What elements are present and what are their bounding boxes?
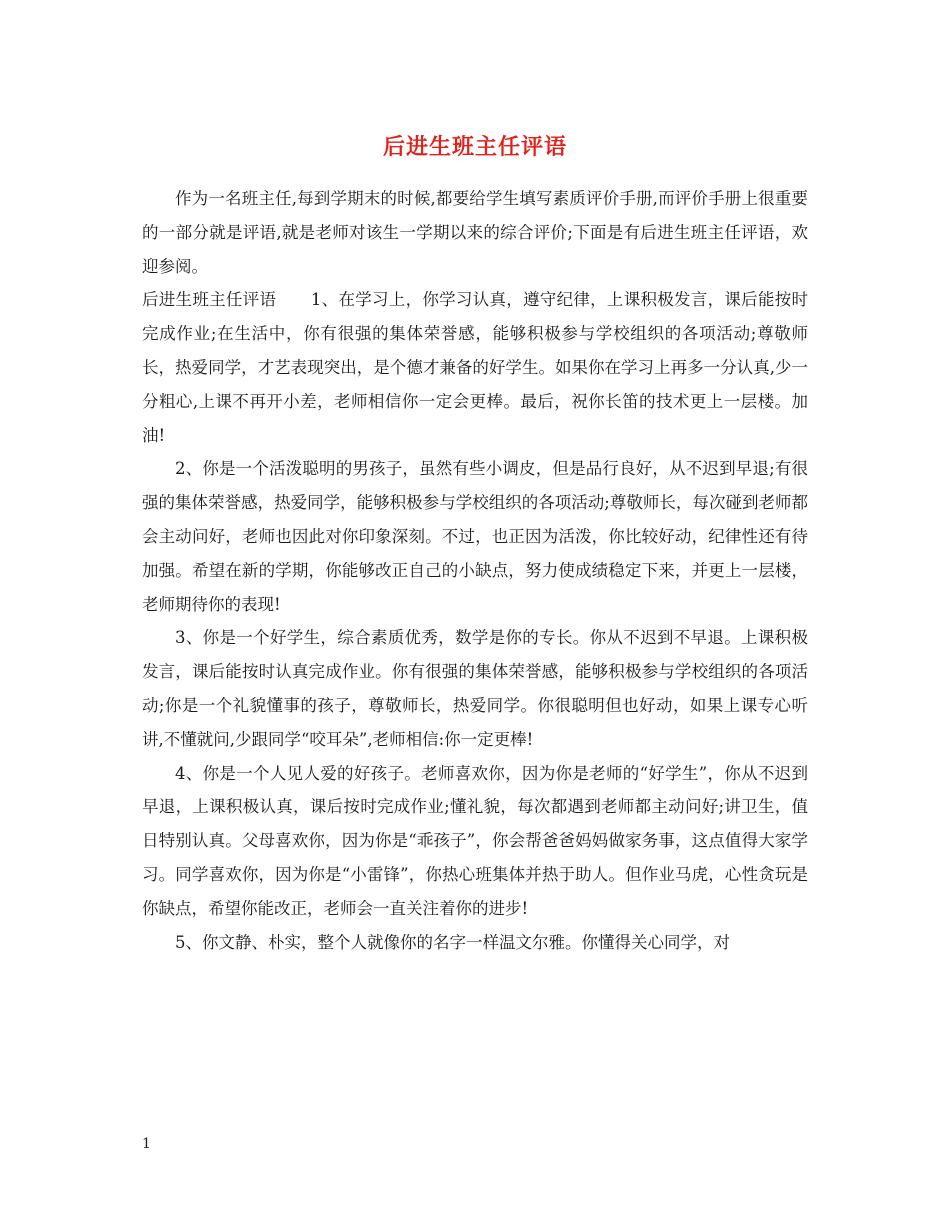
- comment-paragraph-2: 2、你是一个活泼聪明的男孩子，虽然有些小调皮，但是品行良好，从不迟到早退;有很强的集体荣誉感，热爱同学，能够积极参与学校组织的各项活动;尊敬师长，每次碰到老师都会主动问好，老师也因此对你印象深刻。不过，也正因为活泼，你比较好动，纪律性还有待加强。希望在新的学期，你能够改正自己的小缺点，努力使成绩稳定下来，并更上一层楼，老师期待你的表现!: [142, 459, 808, 614]
- comment-paragraph-4: 4、你是一个人见人爱的好孩子。老师喜欢你，因为你是老师的“好学生”，你从不迟到早退，上课积极认真，课后按时完成作业;懂礼貌，每次都遇到老师都主动问好;讲卫生，值日特别认真。父母喜欢你，因为你是“乖孩子”，你会帮爸爸妈妈做家务事，这点值得大家学习。同学喜欢你，因为你是“小雷锋”，你热心班集体并热于助人。但作业马虎，心性贪玩是你缺点，希望你能改正，老师会一直关注着你的进步!: [142, 763, 808, 918]
- comment-text-1: 1、在学习上，你学习认真，遵守纪律，上课积极发言，课后能按时完成作业;在生活中，你有很强的集体荣誉感，能够积极参与学校组织的各项活动;尊敬师长，热爱同学，才艺表现突出，是个德才兼备的好学生。如果你在学习上再多一分认真,少一分粗心,上课不再开小差，老师相信你一定会更棒。最后，祝你长笛的技术更上一层楼。加油!: [142, 290, 809, 445]
- intro-paragraph: 作为一名班主任,每到学期末的时候,都要给学生填写素质评价手册,而评价手册上很重要的一部分就是评语,就是老师对该生一学期以来的综合评价;下面是有后进生班主任评语，欢迎参阅。: [142, 189, 808, 276]
- comment-paragraph-3: 3、你是一个好学生，综合素质优秀，数学是你的专长。你从不迟到不早退。上课积极发言，课后能按时认真完成作业。你有很强的集体荣誉感，能够积极参与学校组织的各项活动;你是一个礼貌懂事的孩子，尊敬师长，热爱同学。你很聪明但也好动，如果上课专心听讲,不懂就问,少跟同学“咬耳朵”,老师相信:你一定更棒!: [142, 628, 808, 749]
- document-title: 后进生班主任评语: [382, 135, 567, 160]
- comment-paragraph-1: [142, 283, 808, 452]
- comment-paragraph-5: 5、你文静、朴实，整个人就像你的名字一样温文尔雅。你懂得关心同学，对: [175, 932, 730, 952]
- section-label: 后进生班主任评语: [142, 290, 277, 310]
- document-body: [142, 182, 808, 959]
- page-number: 1: [142, 1136, 151, 1152]
